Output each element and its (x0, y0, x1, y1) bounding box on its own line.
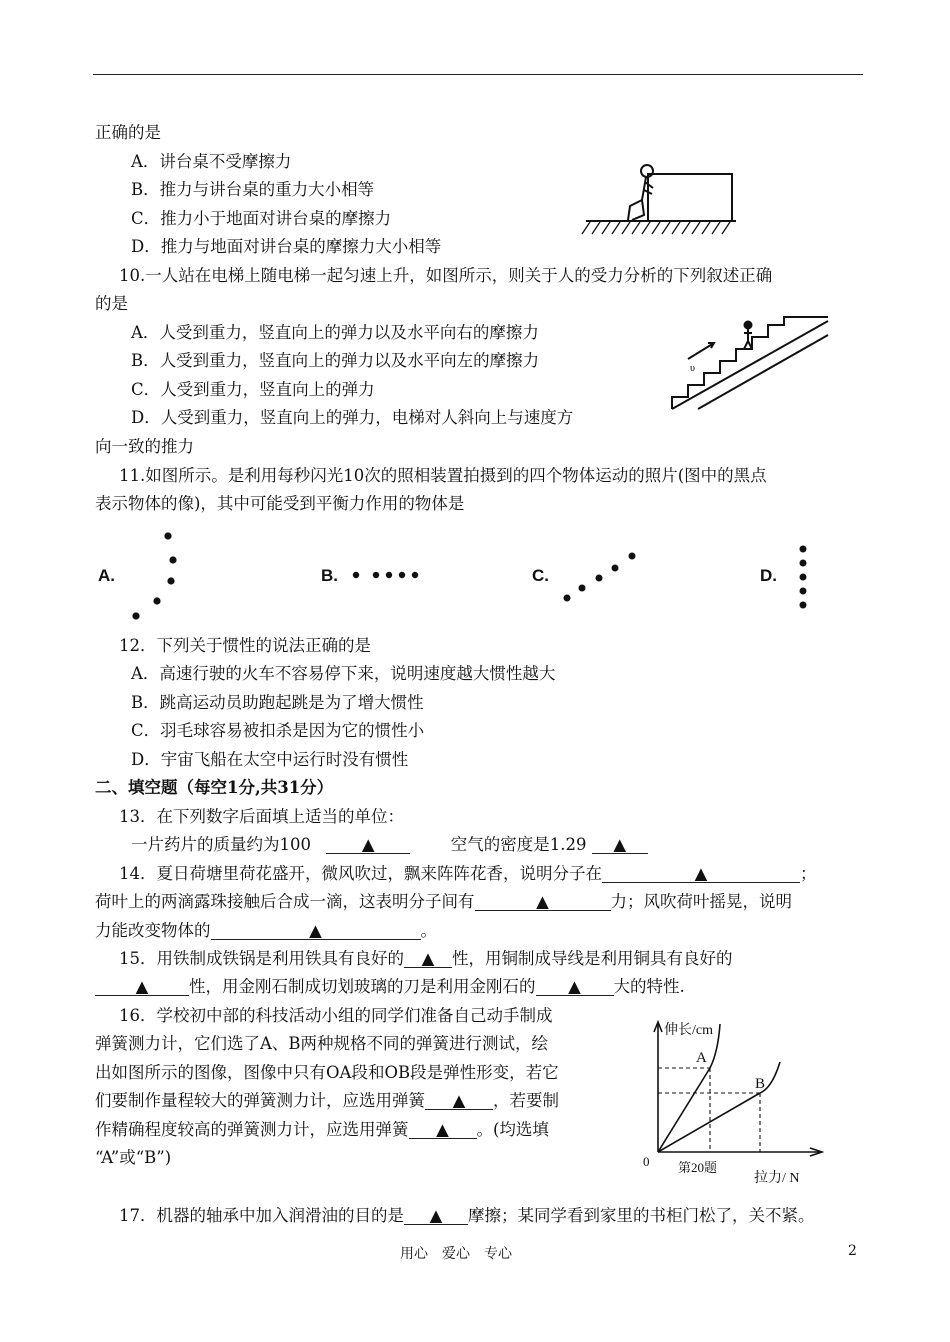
q10-option-a: A．人受到重力，竖直向上的弹力以及水平向右的摩擦力 (131, 323, 539, 342)
q15-blank-2[interactable]: ▲ (95, 977, 189, 996)
q16-line2: 弹簧测力计，它们选了A、B两种规格不同的弹簧进行测试，绘 (95, 1034, 549, 1053)
q14-blank-2[interactable]: ▲ (475, 892, 611, 911)
q12-option-c: C．羽毛球容易被扣杀是因为它的惯性小 (131, 721, 425, 740)
q17-text-a: 17．机器的轴承中加入润滑油的目的是 (119, 1206, 404, 1225)
q14-line3 (95, 921, 437, 941)
q9-option-b: B．推力与讲台桌的重力大小相等 (131, 180, 375, 199)
label-b: B. (321, 566, 338, 585)
q13-part1: 一片药片的质量约为100 (131, 835, 311, 854)
q17-blank-1[interactable]: ▲ (404, 1206, 468, 1225)
graph-point-b: B (755, 1076, 766, 1092)
push-desk-figure (586, 160, 736, 240)
q14-text-1: 14．夏日荷塘里荷花盛开，微风吹过，飘来阵阵花香，说明分子在 (119, 864, 602, 883)
q10-stem-line1: 10.一人站在电梯上随电梯一起匀速上升，如图所示，则关于人的受力分析的下列叙述正确 (119, 266, 773, 285)
q15-text-1a: 15．用铁制成铁锅是利用铁具有良好的 (119, 949, 404, 968)
graph-caption: 第20题 (678, 1160, 718, 1175)
q15-line1 (119, 949, 733, 969)
q13-blank-1[interactable]: ▲ (326, 835, 410, 854)
q10-option-d-line1: D．人受到重力，竖直向上的弹力，电梯对人斜向上与速度方 (131, 408, 574, 427)
q12-option-b: B．跳高运动员助跑起跳是为了增大惯性 (131, 693, 424, 712)
section-heading: 二、填空题（每空1分,共31分） (95, 778, 334, 797)
q17-line (119, 1206, 815, 1226)
q10-stem-line2: 的是 (95, 294, 128, 313)
graph-origin: 0 (643, 1154, 650, 1169)
q16-line6: “A”或“B”) (95, 1148, 172, 1167)
q16-line1: 16．学校初中部的科技活动小组的同学们准备自己动手制成 (119, 1006, 553, 1025)
q14-text-1-end: ； (800, 864, 817, 883)
q13-blank-2[interactable]: ▲ (592, 835, 648, 854)
q14-text-3a: 力能改变物体的 (95, 921, 211, 940)
q15-text-1b: 性，用铜制成导线是利用铜具有良好的 (452, 949, 733, 968)
strobe-dots-figure (90, 520, 830, 630)
q11-stem-line2: 表示物体的像)，其中可能受到平衡力作用的物体是 (95, 494, 465, 513)
q14-text-2b: 力；风吹荷叶摇晃，说明 (610, 892, 792, 911)
spring-graph (640, 1018, 840, 1188)
q17-text-b: 摩擦；某同学看到家里的书柜门松了，关不紧。 (468, 1206, 815, 1225)
q15-text-2b: 大的特性. (613, 977, 685, 996)
q14-text-3-end: 。 (420, 921, 437, 940)
q12-option-a: A．高速行驶的火车不容易停下来，说明速度越大惯性越大 (131, 664, 556, 683)
q16-line4 (95, 1091, 559, 1111)
q15-line2 (95, 977, 685, 997)
q12-option-d: D．宇宙飞船在太空中运行时没有惯性 (131, 750, 409, 769)
q13-stem: 13．在下列数字后面填上适当的单位： (119, 807, 404, 826)
q15-blank-1[interactable]: ▲ (404, 949, 452, 968)
q9-option-c: C．推力小于地面对讲台桌的摩擦力 (131, 209, 392, 228)
q9-stem-continuation: 正确的是 (95, 123, 161, 142)
label-c: C. (532, 566, 549, 585)
q15-text-2a: 性，用金刚石制成切划玻璃的刀是利用金刚石的 (189, 977, 536, 996)
graph-y-label: 伸长/cm (664, 1023, 713, 1038)
q15-blank-3[interactable]: ▲ (536, 977, 614, 996)
q16-blank-2[interactable]: ▲ (409, 1120, 477, 1139)
q10-option-b: B．人受到重力，竖直向上的弹力以及水平向左的摩擦力 (131, 351, 540, 370)
footer-motto: 用心 爱心 专心 (400, 1246, 512, 1262)
q13-part2: 空气的密度是1.29 (450, 835, 587, 854)
q14-text-2a: 荷叶上的两滴露珠接触后合成一滴，这表明分子间有 (95, 892, 475, 911)
q14-line1 (119, 864, 817, 884)
q9-option-d: D．推力与地面对讲台桌的摩擦力大小相等 (131, 237, 442, 256)
q16-text-4a: 们要制作量程较大的弹簧测力计，应选用弹簧 (95, 1091, 425, 1110)
q12-stem: 12．下列关于惯性的说法正确的是 (119, 636, 371, 655)
graph-x-label: 拉力/ N (754, 1171, 800, 1186)
q16-line3: 出如图所示的图像，图像中只有OA段和OB段是弹性形变，若它 (95, 1063, 559, 1082)
q16-text-5b: 。(均选填 (476, 1120, 549, 1139)
q14-blank-3[interactable]: ▲ (211, 921, 421, 940)
header-rule (93, 74, 863, 75)
graph-point-a: A (696, 1050, 707, 1066)
q14-blank-1[interactable]: ▲ (602, 864, 800, 883)
label-a: A. (98, 566, 115, 585)
q16-blank-1[interactable]: ▲ (425, 1091, 493, 1110)
q13-line (131, 835, 648, 855)
q10-option-c: C．人受到重力，竖直向上的弹力 (131, 380, 375, 399)
q16-line5 (95, 1120, 549, 1140)
q16-text-5a: 作精确程度较高的弹簧测力计，应选用弹簧 (95, 1120, 409, 1139)
velocity-label: υ (690, 363, 695, 374)
q10-option-d-line2: 向一致的推力 (95, 437, 194, 456)
escalator-figure (668, 313, 833, 413)
q11-stem-line1: 11.如图所示。是利用每秒闪光10次的照相装置拍摄到的四个物体运动的照片(图中的黑点 (119, 466, 767, 485)
q14-line2 (95, 892, 792, 912)
q16-text-4b: ，若要制 (493, 1091, 559, 1110)
label-d: D. (760, 566, 777, 585)
page-number: 2 (848, 1243, 857, 1259)
q9-option-a: A．讲台桌不受摩擦力 (131, 152, 292, 171)
